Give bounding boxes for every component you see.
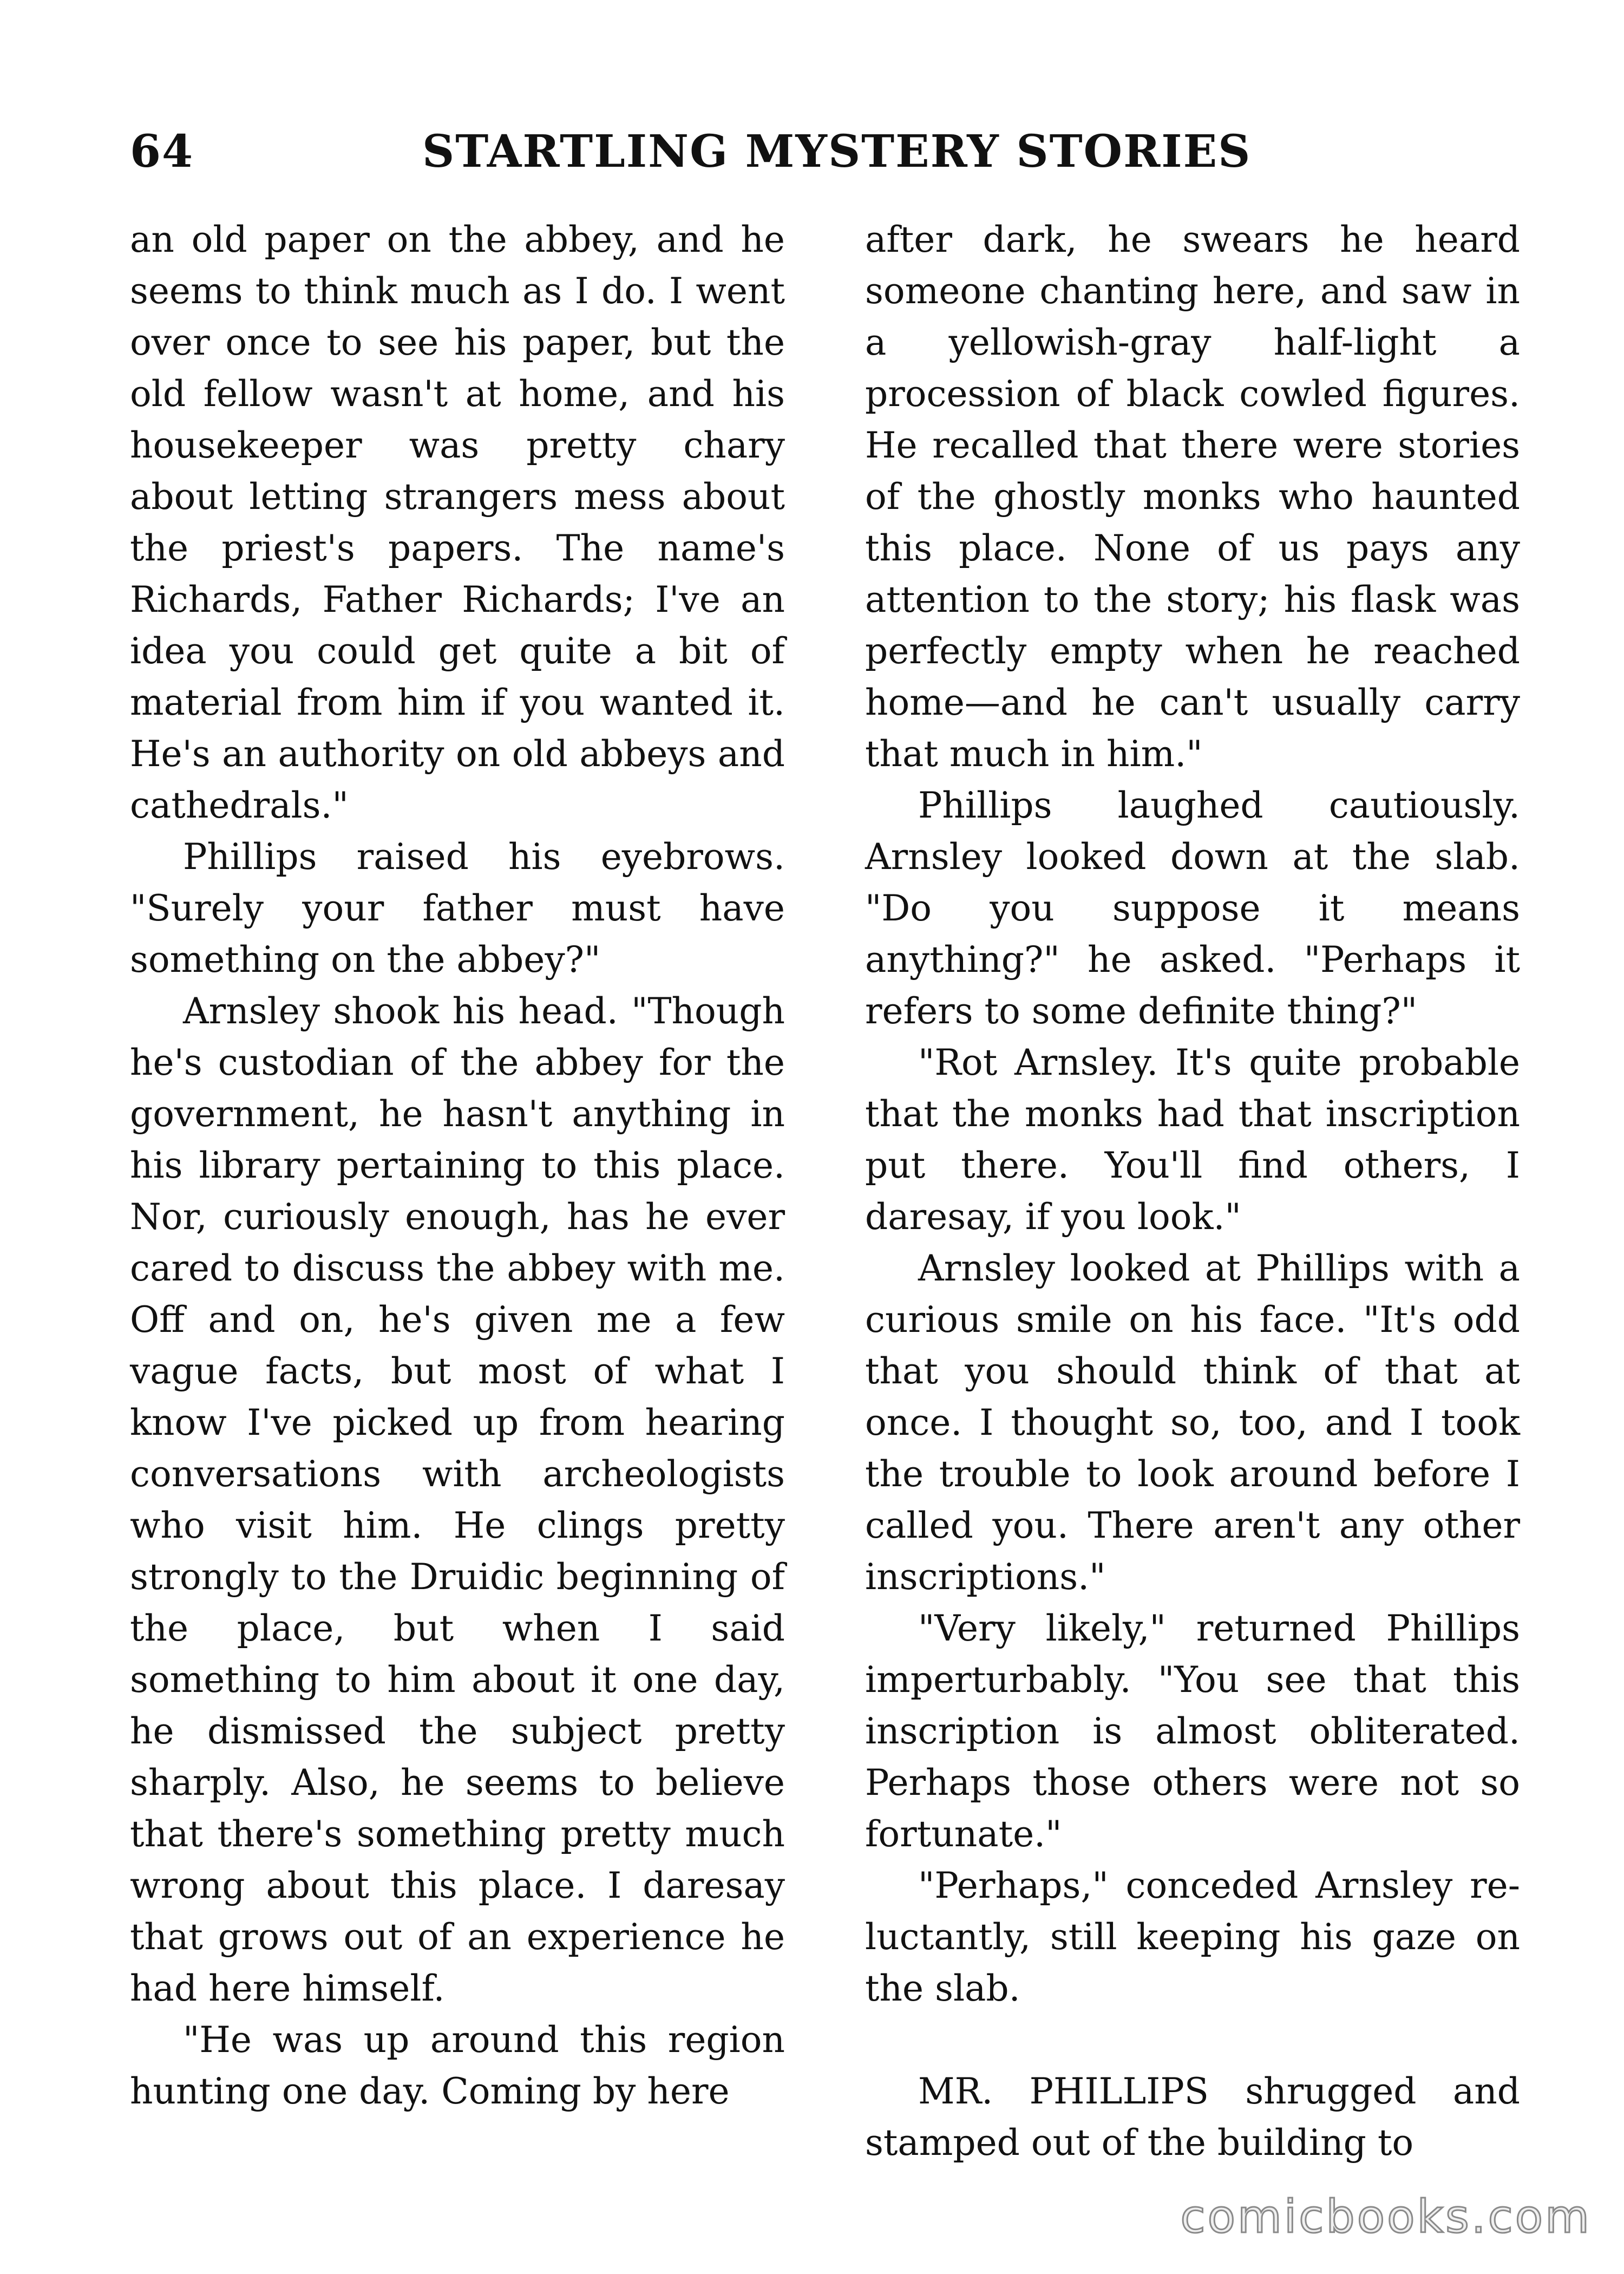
body-paragraph: "Rot Arnsley. It's quite probable that the monks had that inscription put there. You'll find others, I daresay, if you look." (865, 1042, 1520, 1238)
right-column (865, 214, 1520, 2168)
running-title: STARTLING MYSTERY STORIES (422, 126, 1252, 178)
page-number: 64 (130, 126, 194, 178)
body-paragraph: Phillips raised his eyebrows. "Surely your father must have something on the abbey?" (130, 836, 785, 981)
watermark-text: comicbooks.com (1180, 2190, 1592, 2243)
body-paragraph: Arnsley looked at Phillips with a curious smile on his face. "It's odd that you should think of that at once. I thought so, too, and I took the trouble to look around before I called you. There aren't any other inscriptions." (865, 1247, 1520, 1598)
page-header (0, 0, 1624, 217)
body-paragraph: Arnsley shook his head. "Though he's custodian of the abbey for the government, he hasn't anything in his library pertaining to this place. Nor, curiously enough, has he ever cared to discuss the abbey with me. Off and on, he's given me a few vague facts, but most of what I know I've picked up from hearing conversations with archeologists who visit him. He clings pretty strongly to the Druidic beginning of the place, but when I said something to him about it one day, he dismissed the subject pretty sharply. Also, he seems to believe that there's something pretty much wrong about this place. I daresay that grows out of an experience he had here himself. (130, 990, 785, 2009)
body-paragraph: "Very likely," returned Phillips imperturbably. "You see that this inscription is almost obliterated. Perhaps those others were not so fortunate." (865, 1608, 1520, 1855)
body-paragraph: "He was up around this region hunting one day. Coming by here (130, 2019, 785, 2112)
body-paragraph: after dark, he swears he heard someone chanting here, and saw in a yellowish-gray half-light a procession of black cowled figures. He recalled that there were stories of the ghostly monks who haunted this place. None of us pays any attention to the story; his flask was perfectly empty when he reached home—and he can't usually carry that much in him." (865, 219, 1520, 775)
body-paragraph: Phillips laughed cautiously. Arnsley looked down at the slab. "Do you suppose it means anything?" he asked. "Perhaps it refers to some definite thing?" (865, 785, 1520, 1032)
section-opening-paragraph: MR. PHILLIPS shrugged and stamped out of the building to (865, 2070, 1520, 2164)
left-column (130, 214, 785, 2117)
body-paragraph: "Perhaps," conceded Arnsley reluctantly, still keeping his gaze on the slab. (865, 1865, 1520, 2009)
body-paragraph: an old paper on the abbey, and he seems to think much as I do. I went over once to see his paper, but the old fellow wasn't at home, and his housekeeper was pretty chary about letting strangers mess about the priest's papers. The name's Richards, Father Richards; I've an idea you could get quite a bit of material from him if you wanted it. He's an authority on old abbeys and cathedrals." (130, 219, 785, 826)
